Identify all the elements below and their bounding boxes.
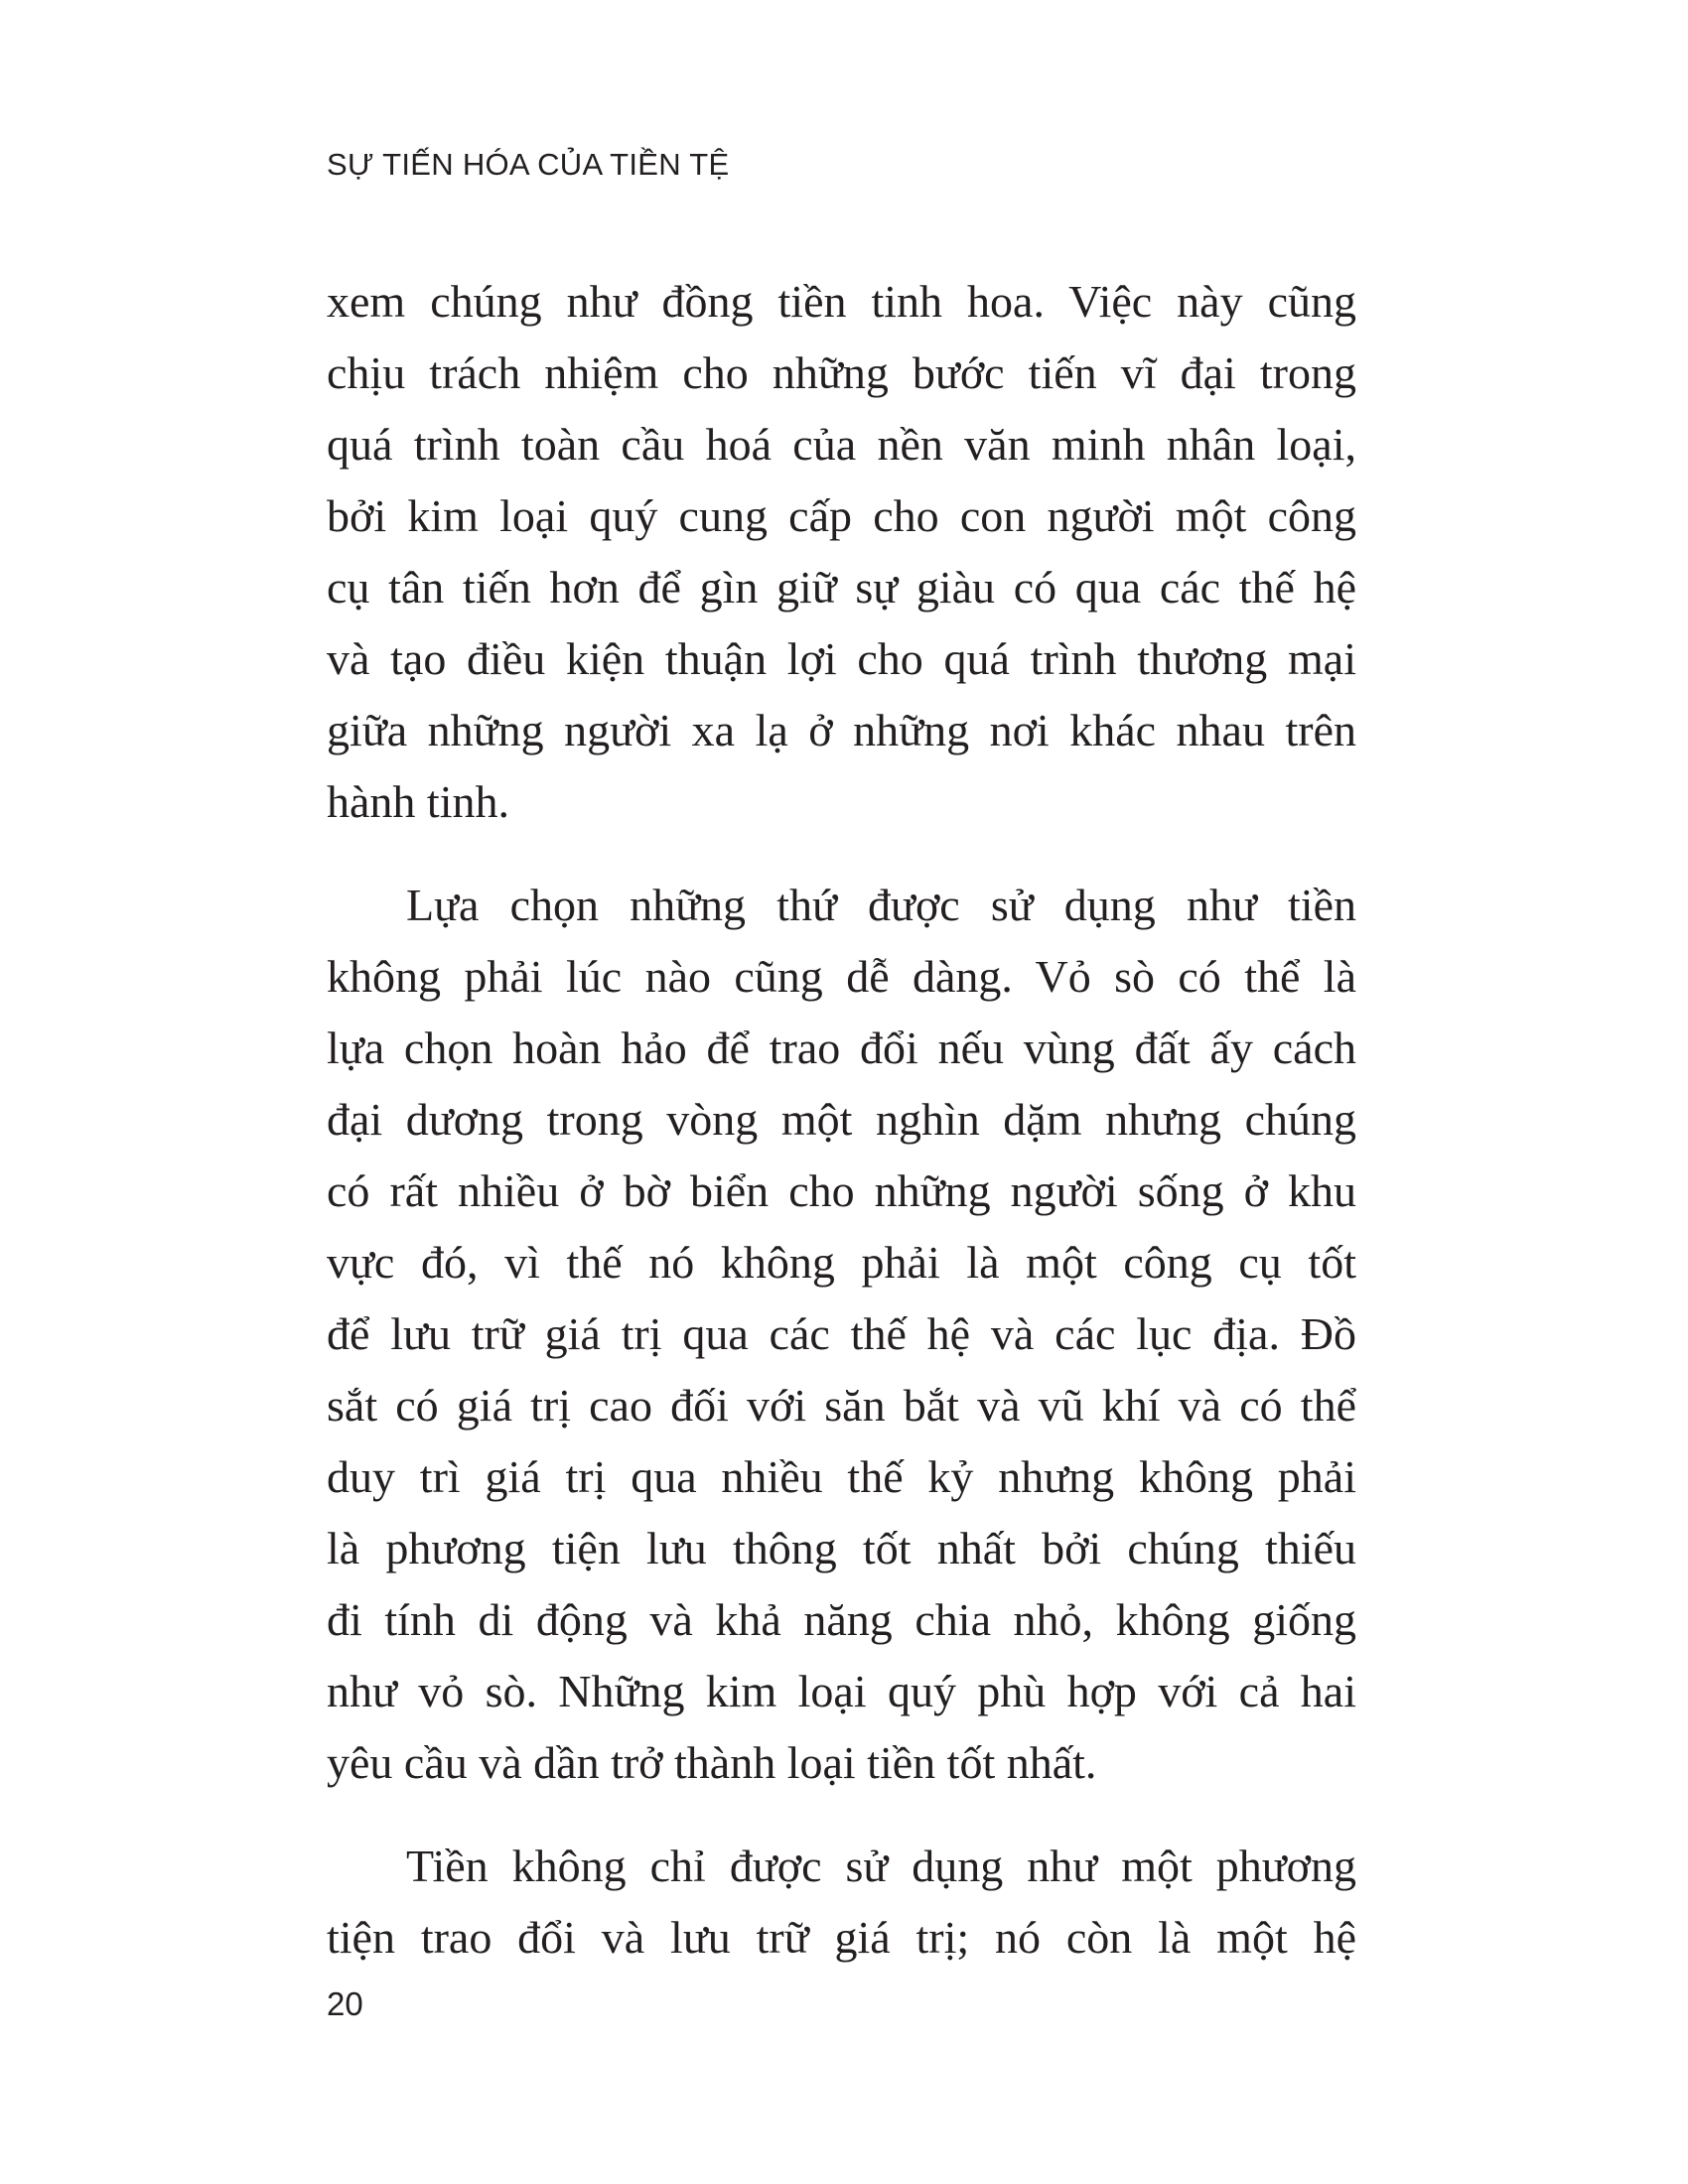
text-line: đi tính di động và khả năng chia nhỏ, không giống xyxy=(327,1594,1356,1645)
running-header: SỰ TIẾN HÓA CỦA TIỀN TỆ xyxy=(327,147,730,182)
text-line: quá trình toàn cầu hoá của nền văn minh nhân loại, xyxy=(327,419,1356,470)
text-line: chịu trách nhiệm cho những bước tiến vĩ đại trong xyxy=(327,347,1356,398)
page-number: 20 xyxy=(327,1985,363,2022)
paragraph xyxy=(327,1831,1356,1974)
text-line: như vỏ sò. Những kim loại quý phù hợp với cả hai xyxy=(327,1666,1356,1716)
text-line: đại dương trong vòng một nghìn dặm nhưng chúng xyxy=(327,1094,1356,1145)
text-line: sắt có giá trị cao đối với săn bắt và vũ khí và có thể xyxy=(327,1380,1356,1431)
text-line: vực đó, vì thế nó không phải là một công cụ tốt xyxy=(327,1237,1356,1288)
text-line: xem chúng như đồng tiền tinh hoa. Việc này cũng xyxy=(327,276,1356,327)
text-line: duy trì giá trị qua nhiều thế kỷ nhưng không phải xyxy=(327,1451,1356,1502)
text-line: giữa những người xa lạ ở những nơi khác nhau trên xyxy=(327,705,1356,755)
text-line: Tiền không chỉ được sử dụng như một phương xyxy=(406,1841,1356,1891)
text-line: là phương tiện lưu thông tốt nhất bởi chúng thiếu xyxy=(327,1523,1356,1573)
text-line: và tạo điều kiện thuận lợi cho quá trình thương mại xyxy=(327,633,1356,684)
paragraph xyxy=(327,266,1356,838)
body-text xyxy=(327,266,1356,1974)
text-line: hành tinh. xyxy=(327,776,509,827)
paragraph xyxy=(327,870,1356,1799)
text-line: Lựa chọn những thứ được sử dụng như tiền xyxy=(406,880,1356,930)
text-line: yêu cầu và dần trở thành loại tiền tốt nhất. xyxy=(327,1737,1097,1788)
text-line: lựa chọn hoàn hảo để trao đổi nếu vùng đất ấy cách xyxy=(327,1023,1356,1073)
text-line: tiện trao đổi và lưu trữ giá trị; nó còn là một hệ xyxy=(327,1912,1356,1963)
text-line: bởi kim loại quý cung cấp cho con người một công xyxy=(327,490,1356,541)
text-line: cụ tân tiến hơn để gìn giữ sự giàu có qua các thế hệ xyxy=(327,562,1356,613)
text-line: không phải lúc nào cũng dễ dàng. Vỏ sò có thể là xyxy=(327,951,1356,1002)
text-line: để lưu trữ giá trị qua các thế hệ và các lục địa. Đồ xyxy=(327,1308,1356,1359)
text-line: có rất nhiều ở bờ biển cho những người sống ở khu xyxy=(327,1165,1356,1216)
